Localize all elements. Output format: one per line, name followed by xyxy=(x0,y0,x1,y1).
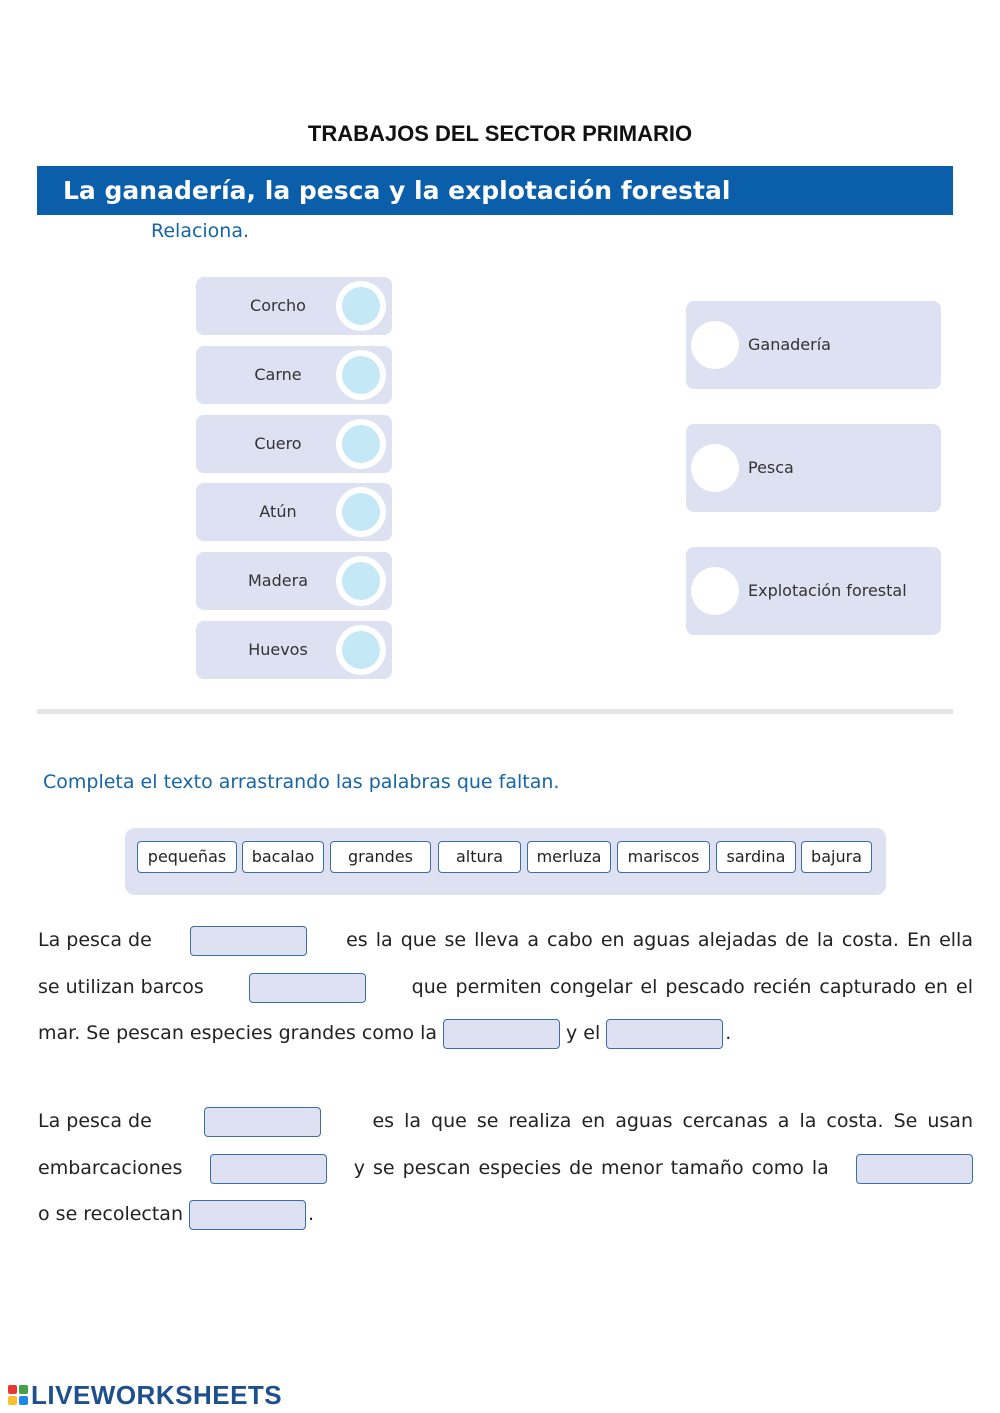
connector-dot-fill xyxy=(342,425,380,463)
match-target-label: Pesca xyxy=(748,458,794,477)
word-chip-mariscos[interactable]: mariscos xyxy=(617,841,710,873)
text-segment: . xyxy=(308,1203,315,1225)
liveworksheets-logo-icon xyxy=(8,1385,28,1405)
footer-brand xyxy=(8,1380,282,1410)
drop-blank-2[interactable] xyxy=(249,973,366,1003)
match-connector-dot[interactable] xyxy=(336,487,386,537)
match-connector-dot[interactable] xyxy=(336,556,386,606)
connector-dot-fill xyxy=(342,493,380,531)
fill-instruction: Completa el texto arrastrando las palabras que faltan. xyxy=(43,771,560,793)
match-item-cuero[interactable] xyxy=(196,415,392,473)
section-banner: La ganadería, la pesca y la explotación forestal xyxy=(37,166,953,215)
text-segment: o se recolectan xyxy=(38,1203,183,1225)
text-segment: La pesca de xyxy=(38,929,152,951)
match-item-huevos[interactable] xyxy=(196,621,392,679)
text-segment: se utilizan barcos xyxy=(38,976,204,998)
brand-name: LIVEWORKSHEETS xyxy=(31,1379,283,1410)
match-target-dot[interactable] xyxy=(691,444,739,492)
connector-dot-fill xyxy=(342,287,380,325)
word-bank xyxy=(125,828,886,895)
text-line xyxy=(38,1191,973,1238)
text-segment: es la que se realiza en aguas cercanas a la costa. Se usan xyxy=(372,1110,973,1132)
text-line xyxy=(38,964,973,1011)
connector-dot-fill xyxy=(342,562,380,600)
drop-blank-6[interactable] xyxy=(210,1154,327,1184)
match-item-madera[interactable] xyxy=(196,552,392,610)
drop-blank-1[interactable] xyxy=(190,926,307,956)
word-chip-altura[interactable]: altura xyxy=(438,841,521,873)
text-segment: que permiten congelar el pescado recién capturado en el xyxy=(411,976,973,998)
word-chip-sardina[interactable]: sardina xyxy=(716,841,796,873)
text-segment: es la que se lleva a cabo en aguas alejadas de la costa. En ella xyxy=(346,929,973,951)
match-connector-dot[interactable] xyxy=(336,350,386,400)
match-target-explotacion-forestal[interactable] xyxy=(686,547,941,635)
match-item-label: Madera xyxy=(248,571,308,590)
text-segment: . xyxy=(725,1022,732,1044)
word-chip-merluza[interactable]: merluza xyxy=(527,841,611,873)
drop-blank-5[interactable] xyxy=(204,1107,321,1137)
drop-blank-3[interactable] xyxy=(443,1019,560,1049)
drop-blank-7[interactable] xyxy=(856,1154,973,1184)
match-target-pesca[interactable] xyxy=(686,424,941,512)
match-target-ganaderia[interactable] xyxy=(686,301,941,389)
drop-blank-8[interactable] xyxy=(189,1200,306,1230)
text-segment: embarcaciones xyxy=(38,1157,183,1179)
match-item-atun[interactable] xyxy=(196,483,392,541)
match-item-carne[interactable] xyxy=(196,346,392,404)
word-chip-grandes[interactable]: grandes xyxy=(330,841,431,873)
text-line xyxy=(38,1010,973,1057)
word-chip-bajura[interactable]: bajura xyxy=(801,841,872,873)
connector-dot-fill xyxy=(342,356,380,394)
match-connector-dot[interactable] xyxy=(336,419,386,469)
section-divider xyxy=(37,709,953,714)
match-target-label: Ganadería xyxy=(748,335,831,354)
word-chip-bacalao[interactable]: bacalao xyxy=(242,841,324,873)
match-instruction: Relaciona. xyxy=(151,220,250,242)
text-segment: mar. Se pescan especies grandes como la xyxy=(38,1022,438,1044)
text-segment: y el xyxy=(566,1022,601,1044)
match-item-label: Huevos xyxy=(248,640,308,659)
match-item-label: Carne xyxy=(254,365,302,384)
word-chip-pequenas[interactable]: pequeñas xyxy=(137,841,237,873)
match-target-label: Explotación forestal xyxy=(748,581,907,600)
text-line xyxy=(38,1098,973,1145)
match-connector-dot[interactable] xyxy=(336,281,386,331)
text-segment: y se pescan especies de menor tamaño como la xyxy=(353,1157,829,1179)
connector-dot-fill xyxy=(342,631,380,669)
match-item-label: Corcho xyxy=(250,296,306,315)
match-item-label: Atún xyxy=(259,502,297,521)
match-connector-dot[interactable] xyxy=(336,625,386,675)
match-item-corcho[interactable] xyxy=(196,277,392,335)
text-segment: La pesca de xyxy=(38,1110,152,1132)
match-target-dot[interactable] xyxy=(691,567,739,615)
drop-blank-4[interactable] xyxy=(606,1019,723,1049)
page-title: TRABAJOS DEL SECTOR PRIMARIO xyxy=(307,121,693,146)
match-target-dot[interactable] xyxy=(691,321,739,369)
text-line xyxy=(38,1145,973,1192)
text-line xyxy=(38,917,973,964)
match-item-label: Cuero xyxy=(254,434,302,453)
